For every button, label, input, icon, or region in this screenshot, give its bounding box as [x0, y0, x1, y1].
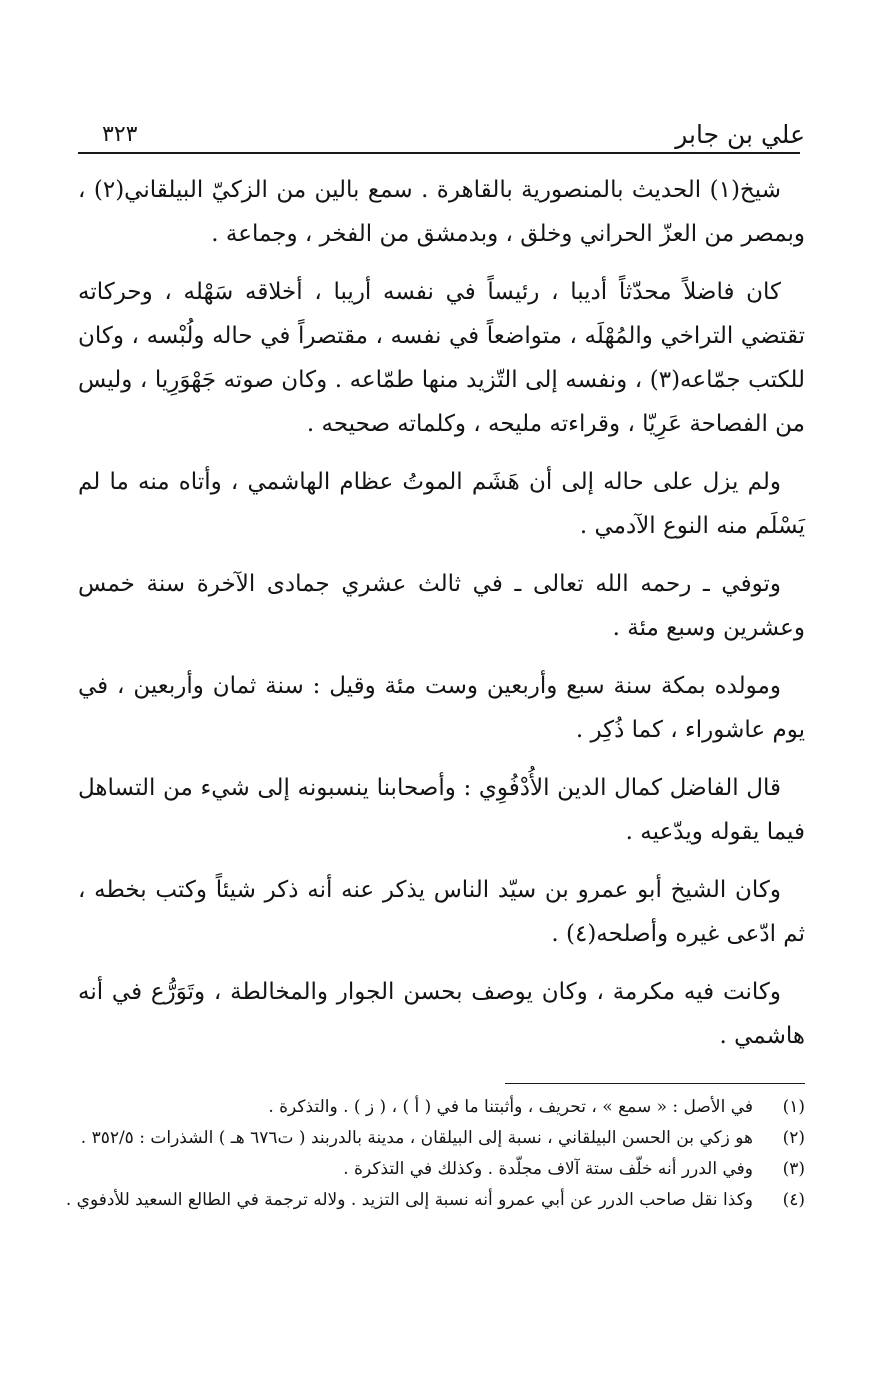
- paragraph-5: ومولده بمكة سنة سبع وأربعين وست مئة وقيل : سنة ثمان وأربعين ، في يوم عاشوراء ، كما ذُكِر .: [78, 673, 805, 743]
- footnote-3: [78, 1154, 805, 1185]
- running-header-title: علي بن جابر: [675, 120, 805, 149]
- paragraph-8: وكانت فيه مكرمة ، وكان يوصف بحسن الجوار والمخالطة ، وتَوَرُّع في أنه هاشمي .: [78, 979, 805, 1049]
- footnote-text: وفي الدرر أنه خلّف ستة آلاف مجلّدة . وكذلك في التذكرة .: [343, 1159, 753, 1179]
- paragraph-3: ولم يزل على حاله إلى أن هَشَم الموتُ عظام الهاشمي ، وأتاه منه ما لم يَسْلَم منه النوع الآدمي .: [78, 469, 805, 539]
- footnote-number: (١): [782, 1097, 805, 1117]
- footnote-number: (٣): [782, 1159, 805, 1179]
- footnote-rule: [505, 1083, 805, 1084]
- footnote-4: [65, 1185, 805, 1216]
- footnote-number: (٢): [782, 1128, 805, 1148]
- footnote-number: (٤): [782, 1190, 805, 1210]
- footnotes: [65, 1092, 805, 1216]
- paragraph-4: وتوفي ـ رحمه الله تعالى ـ في ثالث عشري جمادى الآخرة سنة خمس وعشرين وسبع مئة .: [78, 571, 805, 641]
- footnote-text: في الأصل : « سمع » ، تحريف ، وأثبتنا ما في ( أ ) ، ( ز ) . والتذكرة .: [268, 1097, 753, 1117]
- paragraph-2: كان فاضلاً محدّثاً أديبا ، رئيساً في نفسه أريبا ، أخلاقه سَهْله ، وحركاته تقتضي التراخي والمُهْلَه ، متواضعاً في نفسه ، مقتصراً في حاله ولُبْسه ، وكان للكتب جمّاعه(٣) ، ونفسه إلى التّزيد منها طمّاعه . وكان صوته جَهْوَرِيا ، وليس من الفصاحة عَرِيّا ، وقراءته مليحه ، وكلماته صحيحه .: [78, 279, 806, 437]
- main-text: [78, 168, 805, 1072]
- paragraph-6: قال الفاضل كمال الدين الأُدْفُوِي : وأصحابنا ينسبونه إلى شيء من التساهل فيما يقوله ويدّعيه .: [78, 775, 805, 845]
- header-rule: [78, 152, 800, 154]
- footnote-1: [78, 1092, 805, 1123]
- footnote-2: [78, 1123, 805, 1154]
- paragraph-7: وكان الشيخ أبو عمرو بن سيّد الناس يذكر عنه أنه ذكر شيئاً وكتب بخطه ، ثم ادّعى غيره وأصلحه(٤) .: [78, 877, 805, 947]
- page-number: ٣٢٣: [102, 122, 138, 147]
- footnote-text: وكذا نقل صاحب الدرر عن أبي عمرو أنه نسبة إلى التزيد . ولاله ترجمة في الطالع السعيد للأدفوي .: [65, 1190, 753, 1210]
- footnote-text: هو زكي بن الحسن البيلقاني ، نسبة إلى البيلقان ، مدينة بالدربند ( ت٦٧٦ هـ ) الشذرات : ٣٥٢/٥ .: [80, 1128, 753, 1148]
- paragraph-1: شيخ(١) الحديث بالمنصورية بالقاهرة . سمع بالين من الزكيّ البيلقاني(٢) ، وبمصر من العزّ الحراني وخلق ، وبدمشق من الفخر ، وجماعة .: [78, 177, 805, 247]
